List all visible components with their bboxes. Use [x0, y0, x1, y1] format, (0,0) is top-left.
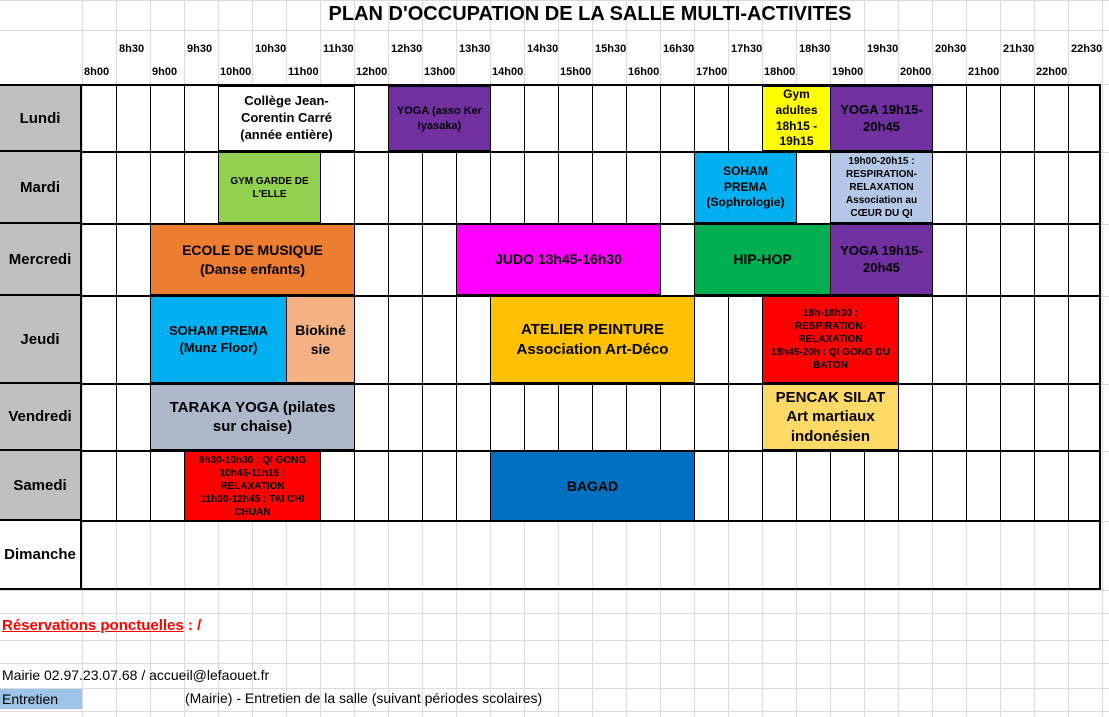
- event-line: RELAXATION: [798, 334, 863, 345]
- event-line: YOGA 19h15-: [840, 242, 923, 258]
- event-line: sie: [310, 340, 331, 357]
- event-line: L'ELLE: [252, 188, 287, 200]
- half-hour-label: 22h30: [1071, 43, 1103, 55]
- half-hour-label: 8h30: [119, 43, 145, 55]
- half-hour-label: 14h30: [527, 43, 559, 55]
- half-hour-label: 16h30: [663, 43, 695, 55]
- event-line: RESPIRATION-: [846, 169, 917, 180]
- event-text: [567, 477, 618, 495]
- event-line: BAGAD: [566, 477, 619, 494]
- event-text: [495, 250, 622, 268]
- hour-label: 20h00: [900, 66, 932, 78]
- event-mardi-gym-garde: [218, 152, 321, 223]
- event-vendredi-taraka: [150, 384, 355, 450]
- event-line: adultes: [775, 102, 818, 117]
- event-line: RELAXATION: [220, 480, 285, 492]
- event-line: (année entière): [240, 126, 333, 142]
- event-line: YOGA (asso Ker: [396, 105, 483, 118]
- event-jeudi-respiration: [762, 296, 899, 383]
- day-jeudi: Jeudi: [0, 296, 82, 384]
- event-samedi-bagad: [490, 451, 695, 521]
- event-line: Biokiné: [295, 322, 346, 339]
- hour-label: 18h00: [764, 66, 796, 78]
- event-line: 20h45: [863, 118, 900, 134]
- event-line: Iyasaka): [417, 119, 462, 132]
- event-line: BATON: [813, 360, 848, 371]
- half-hour-label: 15h30: [595, 43, 627, 55]
- hour-label: 16h00: [628, 66, 660, 78]
- event-line: sur chaise): [212, 418, 293, 435]
- event-line: 18h15 -: [775, 118, 818, 133]
- event-lundi-yoga-ker: [388, 86, 491, 151]
- gridline-row: [0, 688, 1109, 689]
- page-title: PLAN D'OCCUPATION DE LA SALLE MULTI-ACTIVITES: [328, 3, 852, 25]
- event-line: (Sophrologie): [706, 195, 785, 210]
- event-text: [230, 175, 308, 201]
- event-line: SOHAM PREMA: [169, 322, 268, 338]
- event-lundi-gym-adultes: [762, 86, 831, 151]
- reservations-line: [2, 617, 201, 634]
- hour-label: 11h00: [288, 66, 319, 78]
- event-text: [169, 323, 268, 357]
- half-hour-label: 18h30: [799, 43, 831, 55]
- event-samedi-qigong: [184, 451, 321, 521]
- event-line: CHUAN: [234, 506, 271, 518]
- event-text: [733, 250, 791, 268]
- event-line: 18h45-20h : QI GONG DU: [771, 347, 890, 358]
- half-hour-label: 21h30: [1003, 43, 1035, 55]
- event-line: 11h30-12h45 : TAI CHI: [200, 493, 305, 505]
- hour-label: 14h00: [492, 66, 524, 78]
- event-mardi-respiration: [830, 152, 933, 223]
- event-lundi-yoga: [830, 86, 933, 151]
- half-hour-label: 20h30: [935, 43, 967, 55]
- hour-label: 17h00: [696, 66, 728, 78]
- event-line: indonésien: [790, 427, 871, 445]
- half-hour-label: 17h30: [731, 43, 763, 55]
- event-line: 18h-18h30 :: [802, 308, 858, 319]
- event-line: Association Art-Déco: [516, 340, 669, 358]
- event-mercredi-yoga: [830, 224, 933, 295]
- event-jeudi-biokine: [286, 296, 355, 383]
- gridline-row: [0, 640, 1109, 641]
- event-line: TARAKA YOGA (pilates: [169, 398, 336, 416]
- day-mardi: Mardi: [0, 152, 82, 224]
- day-mercredi: Mercredi: [0, 224, 82, 296]
- event-line: 20h45: [863, 259, 900, 275]
- hour-label: 13h00: [424, 66, 456, 78]
- gridline-row: [0, 0, 1109, 1]
- event-line: RESPIRATION-: [795, 321, 866, 332]
- event-text: [199, 454, 306, 519]
- event-mercredi-judo: [456, 224, 661, 295]
- half-hour-label: 19h30: [867, 43, 899, 55]
- gridline-row: [0, 711, 1109, 712]
- entretien-text: (Mairie) - Entretien de la salle (suivant périodes scolaires): [185, 690, 543, 706]
- event-line: (Munz Floor): [179, 339, 258, 355]
- event-text: [240, 93, 332, 144]
- hour-label: 21h00: [968, 66, 1000, 78]
- hour-label: 22h00: [1036, 66, 1068, 78]
- event-line: ECOLE DE MUSIQUE: [182, 242, 323, 259]
- event-text: [775, 87, 817, 149]
- half-hour-label: 11h30: [323, 43, 354, 55]
- event-line: Collège Jean-: [244, 93, 329, 109]
- event-text: [295, 321, 346, 357]
- gridline-row: [0, 613, 1109, 614]
- event-line: Association au: [845, 195, 918, 206]
- gridline-row: [0, 663, 1109, 664]
- event-line: PENCAK SILAT: [775, 388, 886, 406]
- event-text: [771, 307, 890, 372]
- event-line: SOHAM: [723, 164, 768, 179]
- hour-label: 12h00: [356, 66, 388, 78]
- event-line: YOGA 19h15-: [840, 101, 923, 117]
- event-line: (Danse enfants): [199, 260, 305, 277]
- half-hour-label: 10h30: [255, 43, 287, 55]
- event-jeudi-atelier: [490, 296, 695, 383]
- event-mercredi-hiphop: [694, 224, 831, 295]
- event-text: [840, 243, 923, 277]
- day-dimanche: Dimanche: [0, 521, 82, 590]
- event-line: JUDO 13h45-16h30: [495, 251, 622, 268]
- event-text: [182, 241, 323, 277]
- entretien-label: Entretien: [0, 689, 82, 709]
- event-line: ATELIER PEINTURE: [520, 321, 665, 338]
- hour-label: 9h00: [152, 66, 178, 78]
- event-line: Corentin Carré: [240, 110, 332, 126]
- gridline-col: [1102, 0, 1103, 717]
- event-mercredi-ecole: [150, 224, 355, 295]
- event-line: 10h45-11h15 :: [219, 467, 286, 479]
- half-hour-label: 9h30: [187, 43, 213, 55]
- day-lundi: Lundi: [0, 86, 82, 152]
- event-mardi-soham: [694, 152, 797, 223]
- event-text: [840, 102, 923, 136]
- half-hour-label: 13h30: [459, 43, 491, 55]
- hour-label: 8h00: [84, 66, 110, 78]
- event-line: 19h15: [779, 134, 814, 149]
- day-samedi: Samedi: [0, 451, 82, 521]
- event-line: PREMA: [723, 179, 768, 194]
- event-line: 19h00-20h15 :: [848, 156, 915, 167]
- reservations-label: Réservations ponctuelles: [2, 617, 184, 634]
- event-line: 9h30-10h30 : QI GONG: [198, 454, 307, 466]
- event-text: [170, 398, 336, 437]
- half-hour-label: 12h30: [391, 43, 423, 55]
- event-line: HIP-HOP: [733, 251, 792, 268]
- hour-label: 15h00: [560, 66, 592, 78]
- event-text: [776, 388, 886, 447]
- contact-line: Mairie 02.97.23.07.68 / accueil@lefaouet.fr: [2, 667, 270, 683]
- event-jeudi-soham: [150, 296, 287, 383]
- event-vendredi-pencak: [762, 384, 899, 450]
- event-line: Gym: [783, 87, 810, 102]
- hour-label: 10h00: [220, 66, 252, 78]
- day-vendredi: Vendredi: [0, 384, 82, 451]
- gridline-row: [0, 30, 1109, 31]
- event-line: CŒUR DU QI: [850, 208, 913, 219]
- gridline-row: [0, 590, 1109, 591]
- hour-label: 19h00: [832, 66, 864, 78]
- event-text: [707, 164, 785, 211]
- event-text: [397, 104, 482, 133]
- reservations-value: : /: [183, 617, 202, 634]
- event-text: [846, 155, 917, 220]
- event-line: GYM GARDE DE: [230, 175, 309, 187]
- event-lundi-college: [218, 86, 355, 151]
- event-line: Art martiaux: [786, 408, 875, 426]
- event-line: RELAXATION: [849, 182, 914, 193]
- event-text: [517, 320, 669, 359]
